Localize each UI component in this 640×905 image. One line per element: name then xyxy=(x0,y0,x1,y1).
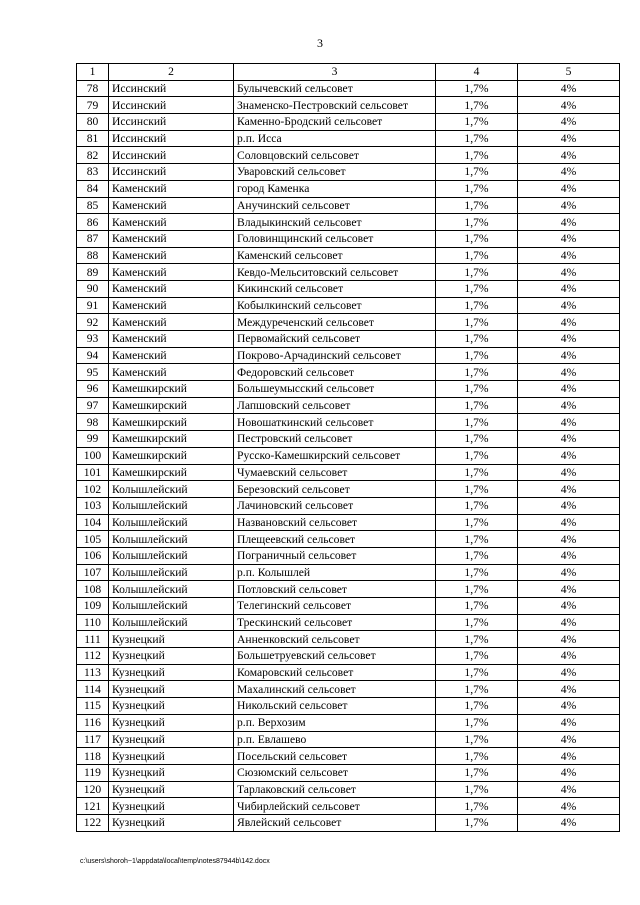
rate-col-4: 1,7% xyxy=(436,631,518,648)
rate-col-4: 1,7% xyxy=(436,614,518,631)
rate-col-5: 4% xyxy=(518,514,620,531)
rate-col-4: 1,7% xyxy=(436,798,518,815)
table-row xyxy=(77,481,620,498)
header-cell-3: 3 xyxy=(234,64,436,81)
table-row xyxy=(77,698,620,715)
rate-col-4: 1,7% xyxy=(436,364,518,381)
rate-col-4: 1,7% xyxy=(436,247,518,264)
district-name: Камешкирский xyxy=(109,414,234,431)
rate-col-4: 1,7% xyxy=(436,497,518,514)
settlement-name: Большеумысский сельсовет xyxy=(234,381,436,398)
rate-col-5: 4% xyxy=(518,247,620,264)
rate-col-5: 4% xyxy=(518,397,620,414)
row-number: 105 xyxy=(77,531,109,548)
rate-col-4: 1,7% xyxy=(436,731,518,748)
settlement-name: р.п. Евлашево xyxy=(234,731,436,748)
rate-col-5: 4% xyxy=(518,581,620,598)
rate-col-5: 4% xyxy=(518,364,620,381)
district-name: Иссинский xyxy=(109,147,234,164)
rate-col-5: 4% xyxy=(518,648,620,665)
rate-col-4: 1,7% xyxy=(436,814,518,831)
row-number: 104 xyxy=(77,514,109,531)
rate-col-4: 1,7% xyxy=(436,681,518,698)
table-row xyxy=(77,397,620,414)
header-cell-4: 4 xyxy=(436,64,518,81)
district-name: Колышлейский xyxy=(109,531,234,548)
rate-col-4: 1,7% xyxy=(436,781,518,798)
settlement-name: Кикинский сельсовет xyxy=(234,280,436,297)
district-name: Кузнецкий xyxy=(109,664,234,681)
row-number: 120 xyxy=(77,781,109,798)
table-row xyxy=(77,230,620,247)
settlement-name: Владыкинский сельсовет xyxy=(234,214,436,231)
table-row xyxy=(77,497,620,514)
rate-col-5: 4% xyxy=(518,414,620,431)
rate-col-5: 4% xyxy=(518,331,620,348)
row-number: 78 xyxy=(77,80,109,97)
rate-col-5: 4% xyxy=(518,264,620,281)
settlement-name: Кобылкинский сельсовет xyxy=(234,297,436,314)
settlement-name: Никольский сельсовет xyxy=(234,698,436,715)
rate-col-5: 4% xyxy=(518,230,620,247)
rate-col-5: 4% xyxy=(518,164,620,181)
table-row xyxy=(77,264,620,281)
table-row xyxy=(77,631,620,648)
settlement-name: город Каменка xyxy=(234,180,436,197)
row-number: 100 xyxy=(77,447,109,464)
row-number: 113 xyxy=(77,664,109,681)
district-name: Кузнецкий xyxy=(109,731,234,748)
rate-col-4: 1,7% xyxy=(436,264,518,281)
settlement-name: Посельский сельсовет xyxy=(234,748,436,765)
district-name: Каменский xyxy=(109,180,234,197)
rate-col-5: 4% xyxy=(518,297,620,314)
rate-col-4: 1,7% xyxy=(436,531,518,548)
row-number: 106 xyxy=(77,547,109,564)
settlement-name: Первомайский сельсовет xyxy=(234,331,436,348)
district-name: Каменский xyxy=(109,347,234,364)
rate-col-4: 1,7% xyxy=(436,564,518,581)
district-name: Колышлейский xyxy=(109,614,234,631)
settlement-name: Чибирлейский сельсовет xyxy=(234,798,436,815)
rate-col-4: 1,7% xyxy=(436,331,518,348)
row-number: 110 xyxy=(77,614,109,631)
settlement-name: Махалинский сельсовет xyxy=(234,681,436,698)
table-row xyxy=(77,731,620,748)
settlement-name: Каменский сельсовет xyxy=(234,247,436,264)
table-row xyxy=(77,464,620,481)
district-name: Кузнецкий xyxy=(109,714,234,731)
table-row xyxy=(77,381,620,398)
rate-col-4: 1,7% xyxy=(436,464,518,481)
row-number: 121 xyxy=(77,798,109,815)
rate-col-4: 1,7% xyxy=(436,164,518,181)
rate-col-5: 4% xyxy=(518,781,620,798)
rate-col-4: 1,7% xyxy=(436,481,518,498)
district-name: Кузнецкий xyxy=(109,781,234,798)
district-name: Колышлейский xyxy=(109,481,234,498)
table-row xyxy=(77,714,620,731)
rate-col-4: 1,7% xyxy=(436,114,518,131)
header-cell-2: 2 xyxy=(109,64,234,81)
rate-col-4: 1,7% xyxy=(436,381,518,398)
row-number: 81 xyxy=(77,130,109,147)
row-number: 98 xyxy=(77,414,109,431)
table-row xyxy=(77,364,620,381)
district-name: Каменский xyxy=(109,280,234,297)
rate-col-4: 1,7% xyxy=(436,197,518,214)
table-row xyxy=(77,798,620,815)
table-row xyxy=(77,297,620,314)
row-number: 93 xyxy=(77,331,109,348)
district-name: Колышлейский xyxy=(109,514,234,531)
table-header-row xyxy=(77,64,620,81)
row-number: 117 xyxy=(77,731,109,748)
settlement-name: Плещеевский сельсовет xyxy=(234,531,436,548)
table-row xyxy=(77,180,620,197)
district-name: Каменский xyxy=(109,297,234,314)
district-name: Кузнецкий xyxy=(109,631,234,648)
district-name: Каменский xyxy=(109,264,234,281)
rate-col-4: 1,7% xyxy=(436,664,518,681)
table-row xyxy=(77,648,620,665)
table-row xyxy=(77,681,620,698)
row-number: 116 xyxy=(77,714,109,731)
district-name: Кузнецкий xyxy=(109,814,234,831)
table-row xyxy=(77,581,620,598)
district-name: Кузнецкий xyxy=(109,698,234,715)
rate-col-4: 1,7% xyxy=(436,414,518,431)
rate-col-4: 1,7% xyxy=(436,431,518,448)
rate-col-4: 1,7% xyxy=(436,447,518,464)
district-name: Иссинский xyxy=(109,80,234,97)
rate-col-4: 1,7% xyxy=(436,314,518,331)
rate-col-5: 4% xyxy=(518,464,620,481)
rate-col-4: 1,7% xyxy=(436,397,518,414)
rate-col-5: 4% xyxy=(518,614,620,631)
rate-col-5: 4% xyxy=(518,130,620,147)
rate-col-5: 4% xyxy=(518,147,620,164)
rate-col-4: 1,7% xyxy=(436,180,518,197)
settlement-name: Чумаевский сельсовет xyxy=(234,464,436,481)
settlement-name: Булычевский сельсовет xyxy=(234,80,436,97)
row-number: 82 xyxy=(77,147,109,164)
row-number: 84 xyxy=(77,180,109,197)
rate-col-5: 4% xyxy=(518,381,620,398)
district-name: Колышлейский xyxy=(109,598,234,615)
rate-col-5: 4% xyxy=(518,114,620,131)
row-number: 88 xyxy=(77,247,109,264)
settlement-name: Анучинский сельсовет xyxy=(234,197,436,214)
rate-col-5: 4% xyxy=(518,681,620,698)
table-row xyxy=(77,531,620,548)
row-number: 112 xyxy=(77,648,109,665)
row-number: 111 xyxy=(77,631,109,648)
settlement-name: Лапшовский сельсовет xyxy=(234,397,436,414)
rate-col-4: 1,7% xyxy=(436,230,518,247)
rate-col-5: 4% xyxy=(518,214,620,231)
settlement-name: Телегинский сельсовет xyxy=(234,598,436,615)
table-row xyxy=(77,314,620,331)
row-number: 115 xyxy=(77,698,109,715)
settlement-name: р.п. Верхозим xyxy=(234,714,436,731)
rate-col-4: 1,7% xyxy=(436,598,518,615)
table-row xyxy=(77,280,620,297)
settlement-name: Анненковский сельсовет xyxy=(234,631,436,648)
row-number: 91 xyxy=(77,297,109,314)
settlement-name: Кевдо-Мельситовский сельсовет xyxy=(234,264,436,281)
row-number: 103 xyxy=(77,497,109,514)
settlement-name: Каменно-Бродский сельсовет xyxy=(234,114,436,131)
settlement-name: Федоровский сельсовет xyxy=(234,364,436,381)
footer-file-path: c:\users\shoroh~1\appdata\local\temp\notes87944b\142.docx xyxy=(80,858,270,865)
table-row xyxy=(77,814,620,831)
district-name: Иссинский xyxy=(109,114,234,131)
rate-col-5: 4% xyxy=(518,631,620,648)
data-table xyxy=(76,63,620,832)
rate-col-5: 4% xyxy=(518,180,620,197)
district-name: Колышлейский xyxy=(109,547,234,564)
rate-col-5: 4% xyxy=(518,814,620,831)
district-name: Каменский xyxy=(109,364,234,381)
row-number: 94 xyxy=(77,347,109,364)
rate-col-5: 4% xyxy=(518,431,620,448)
rate-col-5: 4% xyxy=(518,798,620,815)
district-name: Камешкирский xyxy=(109,431,234,448)
rate-col-4: 1,7% xyxy=(436,280,518,297)
row-number: 107 xyxy=(77,564,109,581)
district-name: Камешкирский xyxy=(109,464,234,481)
district-name: Каменский xyxy=(109,214,234,231)
rate-col-4: 1,7% xyxy=(436,297,518,314)
rate-col-4: 1,7% xyxy=(436,80,518,97)
district-name: Кузнецкий xyxy=(109,748,234,765)
settlement-name: Потловский сельсовет xyxy=(234,581,436,598)
table-row xyxy=(77,331,620,348)
district-name: Кузнецкий xyxy=(109,764,234,781)
rate-col-5: 4% xyxy=(518,280,620,297)
table-row xyxy=(77,564,620,581)
district-name: Иссинский xyxy=(109,97,234,114)
rate-col-5: 4% xyxy=(518,714,620,731)
row-number: 99 xyxy=(77,431,109,448)
rate-col-4: 1,7% xyxy=(436,748,518,765)
district-name: Каменский xyxy=(109,197,234,214)
rate-col-4: 1,7% xyxy=(436,714,518,731)
row-number: 89 xyxy=(77,264,109,281)
rate-col-4: 1,7% xyxy=(436,547,518,564)
district-name: Камешкирский xyxy=(109,397,234,414)
settlement-name: Междуреченский сельсовет xyxy=(234,314,436,331)
row-number: 122 xyxy=(77,814,109,831)
rate-col-5: 4% xyxy=(518,481,620,498)
row-number: 83 xyxy=(77,164,109,181)
row-number: 96 xyxy=(77,381,109,398)
settlement-name: Сюзюмский сельсовет xyxy=(234,764,436,781)
table-row xyxy=(77,114,620,131)
district-name: Камешкирский xyxy=(109,381,234,398)
rate-col-5: 4% xyxy=(518,698,620,715)
table-row xyxy=(77,514,620,531)
rate-col-4: 1,7% xyxy=(436,698,518,715)
settlement-name: р.п. Колышлей xyxy=(234,564,436,581)
table-row xyxy=(77,748,620,765)
row-number: 114 xyxy=(77,681,109,698)
table-row xyxy=(77,414,620,431)
table-row xyxy=(77,781,620,798)
rate-col-4: 1,7% xyxy=(436,214,518,231)
rate-col-4: 1,7% xyxy=(436,514,518,531)
table-row xyxy=(77,247,620,264)
settlement-name: р.п. Исса xyxy=(234,130,436,147)
settlement-name: Уваровский сельсовет xyxy=(234,164,436,181)
table-row xyxy=(77,164,620,181)
district-name: Каменский xyxy=(109,230,234,247)
rate-col-4: 1,7% xyxy=(436,581,518,598)
row-number: 102 xyxy=(77,481,109,498)
rate-col-4: 1,7% xyxy=(436,764,518,781)
table-row xyxy=(77,97,620,114)
district-name: Иссинский xyxy=(109,164,234,181)
district-name: Колышлейский xyxy=(109,497,234,514)
settlement-name: Тарлаковский сельсовет xyxy=(234,781,436,798)
row-number: 90 xyxy=(77,280,109,297)
row-number: 80 xyxy=(77,114,109,131)
table-row xyxy=(77,431,620,448)
header-cell-1: 1 xyxy=(77,64,109,81)
rate-col-4: 1,7% xyxy=(436,97,518,114)
district-name: Колышлейский xyxy=(109,564,234,581)
rate-col-5: 4% xyxy=(518,564,620,581)
district-name: Кузнецкий xyxy=(109,681,234,698)
row-number: 101 xyxy=(77,464,109,481)
settlement-name: Лачиновский сельсовет xyxy=(234,497,436,514)
table-row xyxy=(77,214,620,231)
rate-col-5: 4% xyxy=(518,531,620,548)
settlement-name: Покрово-Арчадинский сельсовет xyxy=(234,347,436,364)
rate-col-5: 4% xyxy=(518,598,620,615)
rate-col-4: 1,7% xyxy=(436,648,518,665)
rate-col-5: 4% xyxy=(518,97,620,114)
settlement-name: Названовский сельсовет xyxy=(234,514,436,531)
row-number: 79 xyxy=(77,97,109,114)
district-name: Каменский xyxy=(109,314,234,331)
rate-col-5: 4% xyxy=(518,547,620,564)
table-row xyxy=(77,80,620,97)
table-row xyxy=(77,197,620,214)
settlement-name: Пестровский сельсовет xyxy=(234,431,436,448)
rate-col-4: 1,7% xyxy=(436,147,518,164)
row-number: 109 xyxy=(77,598,109,615)
table-row xyxy=(77,347,620,364)
page-number: 3 xyxy=(317,36,323,50)
settlement-name: Соловцовский сельсовет xyxy=(234,147,436,164)
district-name: Колышлейский xyxy=(109,581,234,598)
settlement-name: Знаменско-Пестровский сельсовет xyxy=(234,97,436,114)
row-number: 118 xyxy=(77,748,109,765)
rate-col-4: 1,7% xyxy=(436,130,518,147)
rate-col-5: 4% xyxy=(518,731,620,748)
rate-col-5: 4% xyxy=(518,197,620,214)
settlement-name: Трескинский сельсовет xyxy=(234,614,436,631)
district-name: Каменский xyxy=(109,331,234,348)
row-number: 97 xyxy=(77,397,109,414)
table-row xyxy=(77,764,620,781)
rate-col-5: 4% xyxy=(518,447,620,464)
rate-col-5: 4% xyxy=(518,497,620,514)
rate-col-5: 4% xyxy=(518,764,620,781)
row-number: 86 xyxy=(77,214,109,231)
table-row xyxy=(77,447,620,464)
rate-col-4: 1,7% xyxy=(436,347,518,364)
table-row xyxy=(77,130,620,147)
row-number: 108 xyxy=(77,581,109,598)
row-number: 95 xyxy=(77,364,109,381)
table-row xyxy=(77,147,620,164)
row-number: 85 xyxy=(77,197,109,214)
settlement-name: Березовский сельсовет xyxy=(234,481,436,498)
rate-col-5: 4% xyxy=(518,80,620,97)
header-cell-5: 5 xyxy=(518,64,620,81)
table-row xyxy=(77,614,620,631)
district-name: Кузнецкий xyxy=(109,798,234,815)
settlement-name: Головинщинский сельсовет xyxy=(234,230,436,247)
settlement-name: Явлейский сельсовет xyxy=(234,814,436,831)
rate-col-5: 4% xyxy=(518,748,620,765)
rate-col-5: 4% xyxy=(518,347,620,364)
settlement-name: Новошаткинский сельсовет xyxy=(234,414,436,431)
district-name: Иссинский xyxy=(109,130,234,147)
settlement-name: Русско-Камешкирский сельсовет xyxy=(234,447,436,464)
settlement-name: Комаровский сельсовет xyxy=(234,664,436,681)
table-row xyxy=(77,547,620,564)
row-number: 87 xyxy=(77,230,109,247)
rate-col-5: 4% xyxy=(518,314,620,331)
row-number: 92 xyxy=(77,314,109,331)
row-number: 119 xyxy=(77,764,109,781)
rate-col-5: 4% xyxy=(518,664,620,681)
settlement-name: Пограничный сельсовет xyxy=(234,547,436,564)
district-name: Каменский xyxy=(109,247,234,264)
table-row xyxy=(77,598,620,615)
settlement-name: Большетруевский сельсовет xyxy=(234,648,436,665)
table-row xyxy=(77,664,620,681)
district-name: Кузнецкий xyxy=(109,648,234,665)
district-name: Камешкирский xyxy=(109,447,234,464)
